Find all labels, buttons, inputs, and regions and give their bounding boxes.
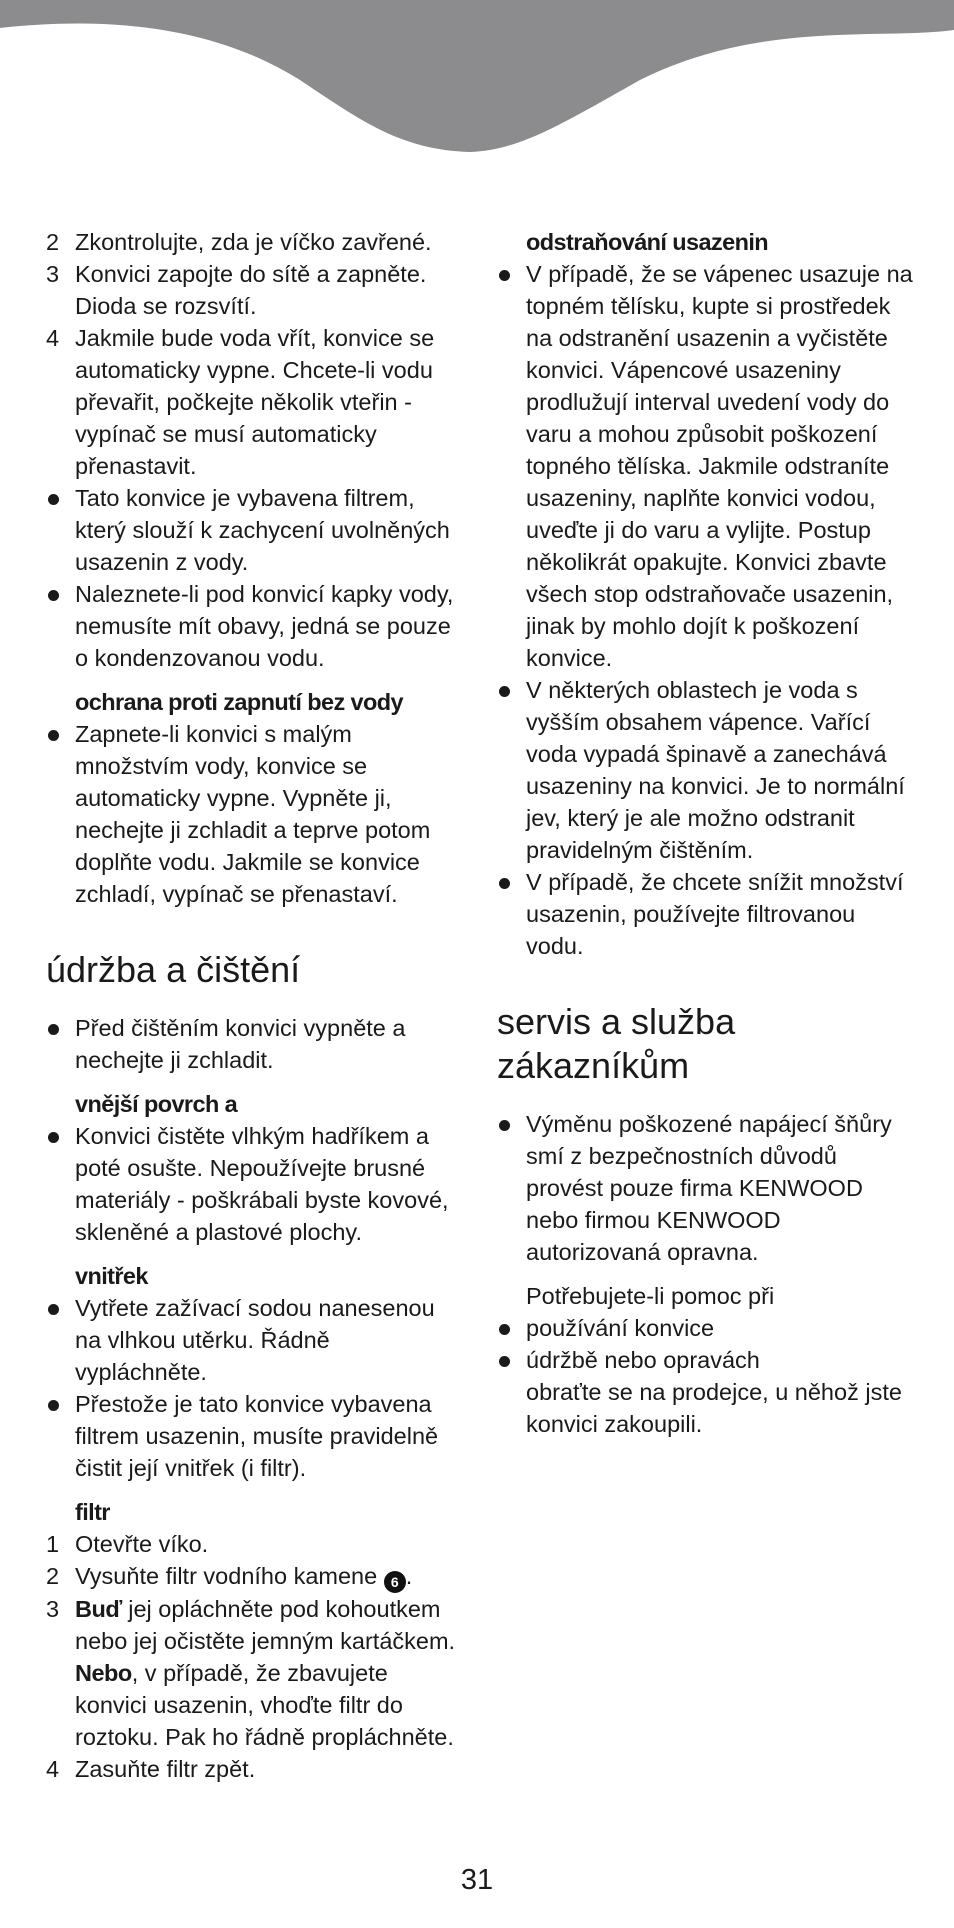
bullet-icon: [499, 1120, 510, 1131]
bullet-icon: [48, 590, 59, 601]
bullet-icon: [499, 1324, 510, 1335]
step-item: 2 Zkontrolujte, zda je víčko zavřené.: [46, 229, 432, 255]
bullet-icon: [499, 878, 510, 889]
bullet-icon: [499, 270, 510, 281]
subheading-dry-protection: ochrana proti zapnutí bez vody: [75, 689, 404, 715]
bullet-item: údržbě nebo opravách: [497, 1344, 917, 1376]
bullet-item: Zapnete-li konvici s malým množstvím vody, konvice se automaticky vypne. Vypněte ji, nechejte ji zchladit a teprve potom doplňte vodu. Jakmile se konvice zchladí, vypínač se přenastaví.: [46, 718, 466, 910]
bullet-item: Konvici čistěte vlhkým hadříkem a poté osušte. Nepoužívejte brusné materiály - poškrábali byste kovové, skleněné a plastové plochy.: [46, 1120, 466, 1248]
bullet-item: používání konvice: [497, 1312, 917, 1344]
step-item: 2 Vysuňte filtr vodního kamene 6 .: [46, 1560, 466, 1593]
section-heading-service: servis a služba zákazníkům: [497, 1001, 736, 1086]
subheading-filter: filtr: [75, 1499, 110, 1525]
bullet-icon: [48, 1304, 59, 1315]
bullet-icon: [48, 1400, 59, 1411]
subheading-outer-surface: vnější povrch a: [75, 1091, 238, 1117]
step-item: 3 Buď jej opláchněte pod kohoutkem nebo jej očistěte jemným kartáčkem. Nebo, v případě, že zbavujete konvici usazenin, vhoďte filtr do roztoku. Pak ho řádně propláchněte.: [46, 1596, 456, 1750]
bullet-icon: [48, 1132, 59, 1143]
header-wave-decoration: [0, 0, 954, 160]
step-item: 1 Otevřte víko.: [46, 1531, 209, 1557]
bullet-item: Naleznete-li pod konvicí kapky vody, nemusíte mít obavy, jedná se pouze o kondenzovanou vodu.: [46, 578, 466, 674]
bullet-icon: [48, 730, 59, 741]
bullet-item: Výměnu poškozené napájecí šňůry smí z bezpečnostních důvodů provést pouze firma KENWOOD nebo firmou KENWOOD autorizovaná opravna.: [497, 1108, 917, 1268]
bullet-icon: [499, 686, 510, 697]
bullet-item: Tato konvice je vybavena filtrem, který slouží k zachycení uvolněných usazenin z vody.: [46, 482, 466, 578]
bullet-item: V některých oblastech je voda s vyšším obsahem vápence. Vařící voda vypadá špinavě a zanechává usazeniny na konvici. Je to normální jev, který je ale možno odstranit pravidelným čištěním.: [497, 674, 917, 866]
bullet-icon: [48, 1024, 59, 1035]
help-outro: obraťte se na prodejce, u něhož jste konvici zakoupili.: [526, 1379, 902, 1437]
bullet-item: Před čištěním konvici vypněte a nechejte ji zchladit.: [46, 1012, 466, 1076]
bullet-item: V případě, že se vápenec usazuje na topném tělísku, kupte si prostředek na odstranění usazenin a vyčistěte konvici. Vápencové usazeniny prodlužují interval uvedení vody do varu a mohou způsobit poškození topného tělíska. Jakmile odstraníte usazeniny, naplňte konvici vodou, uveďte ji do varu a vylijte. Postup několikrát opakujte. Konvici zbavte všech stop odstraňovače usazenin, jinak by mohlo dojít k poškození konvice.: [497, 258, 917, 674]
step-item: 3 Konvici zapojte do sítě a zapněte. Dioda se rozsvítí.: [46, 261, 427, 319]
bullet-item: Přestože je tato konvice vybavena filtrem usazenin, musíte pravidelně čistit její vnitřek (i filtr).: [46, 1388, 466, 1484]
figure-reference-icon: 6: [384, 1571, 406, 1593]
help-intro: Potřebujete-li pomoc při: [526, 1283, 775, 1309]
section-heading-care: údržba a čištění: [46, 949, 301, 990]
bullet-item: V případě, že chcete snížit množství usazenin, používejte filtrovanou vodu.: [497, 866, 917, 962]
bullet-icon: [48, 494, 59, 505]
bullet-item: Vytřete zažívací sodou nanesenou na vlhkou utěrku. Řádně vypláchněte.: [46, 1292, 466, 1388]
subheading-interior: vnitřek: [75, 1263, 148, 1289]
subheading-descaling: odstraňování usazenin: [526, 229, 769, 255]
step-item: 4 Jakmile bude voda vřít, konvice se automaticky vypne. Chcete-li vodu převařit, počkejte několik vteřin - vypínač se musí automaticky přenastavit.: [46, 325, 435, 479]
bullet-icon: [499, 1356, 510, 1367]
page-number: 31: [460, 1864, 494, 1896]
step-item: 4 Zasuňte filtr zpět.: [46, 1756, 256, 1782]
right-column: [497, 226, 917, 1440]
left-column: [46, 226, 466, 1785]
